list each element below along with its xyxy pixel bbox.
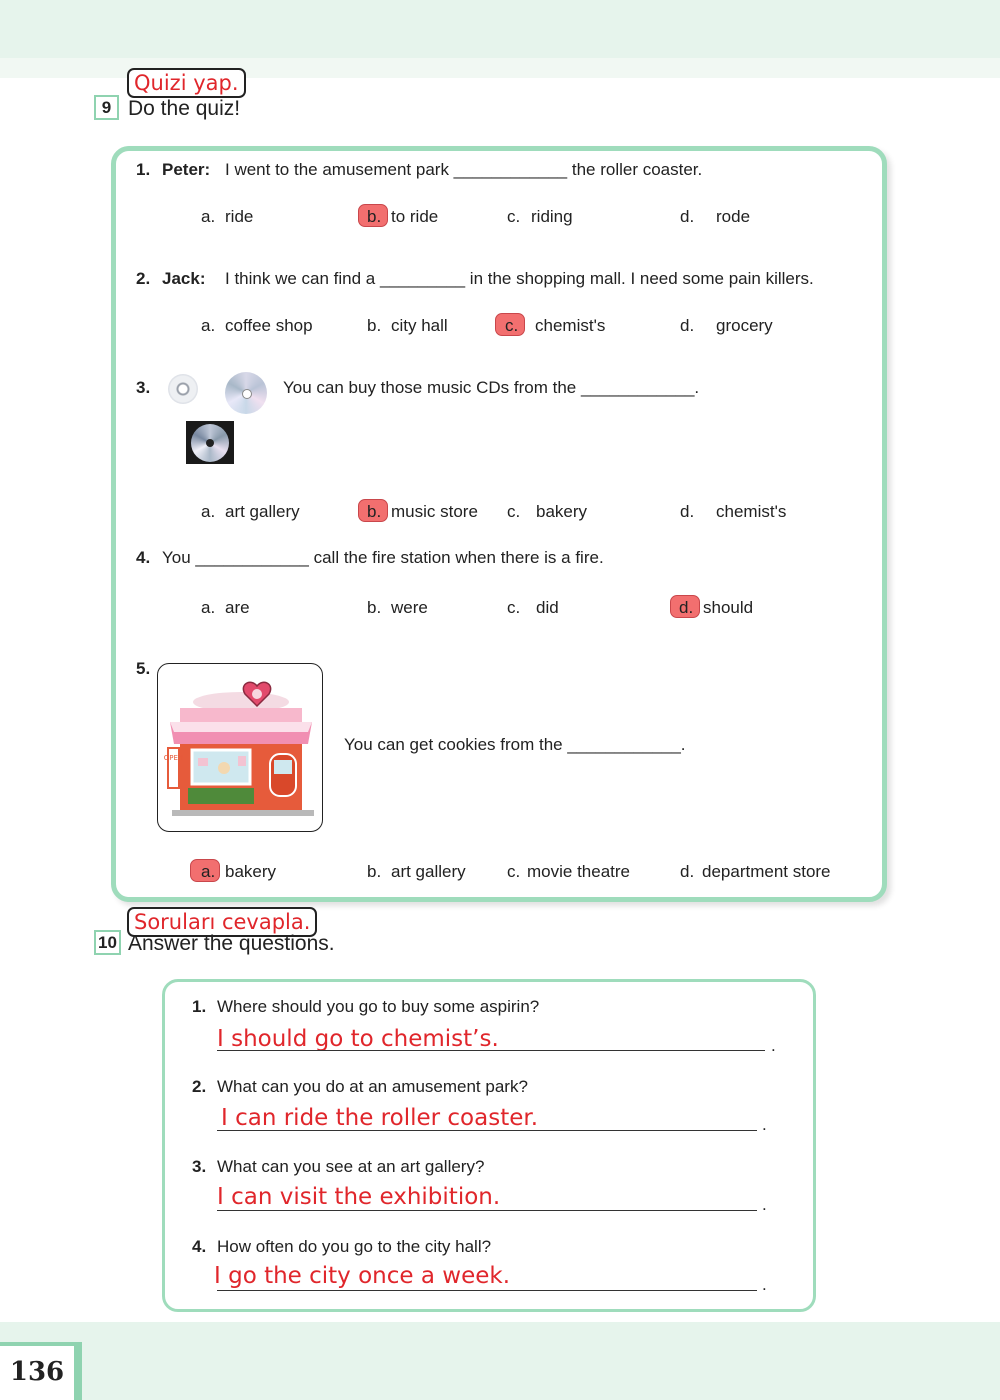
bottom-band xyxy=(0,1322,1000,1400)
a1-number: 1. xyxy=(192,997,207,1016)
q3-option-d[interactable]: d. chemist's xyxy=(680,502,787,521)
q3-text: You can buy those music CDs from the ____________. xyxy=(283,378,700,397)
q1-text: I went to the amusement park ____________ the roller coaster. xyxy=(225,160,703,179)
a4-number: 4. xyxy=(192,1237,207,1256)
q2-number: 2. xyxy=(136,269,151,288)
q4-option-d[interactable]: d. should xyxy=(679,598,754,617)
q4-option-a[interactable]: a. are xyxy=(201,598,250,617)
q1-speaker: Peter: xyxy=(162,160,211,179)
cd-disc-icon xyxy=(191,424,229,462)
q2-option-c[interactable]: c. chemist's xyxy=(505,316,606,335)
q4-number: 4. xyxy=(136,548,151,567)
top-band xyxy=(0,0,1000,58)
q5-option-a[interactable]: a. bakery xyxy=(201,862,277,881)
exercise9-turkish-tag: Quizi yap. xyxy=(127,68,246,98)
q1-option-a[interactable]: a. ride xyxy=(201,207,254,226)
q1-option-c[interactable]: c. riding xyxy=(507,207,573,226)
a4-period: . xyxy=(762,1275,767,1294)
a3-question: What can you see at an art gallery? xyxy=(217,1157,485,1176)
cd-disc-icon xyxy=(168,374,198,404)
q1-option-b[interactable]: b. to ride xyxy=(367,207,439,226)
a3-period: . xyxy=(762,1195,767,1214)
open-sign: OPEN xyxy=(163,754,184,762)
q2-text: I think we can find a _________ in the shopping mall. I need some pain killers. xyxy=(225,269,814,288)
q5-option-d[interactable]: d. department store xyxy=(680,862,831,881)
q4-option-c[interactable]: c. did xyxy=(507,598,559,617)
a2-number: 2. xyxy=(192,1077,207,1096)
q5-option-c[interactable]: c. movie theatre xyxy=(507,862,630,881)
exercise10-number: 10 xyxy=(94,930,121,955)
a4-question: How often do you go to the city hall? xyxy=(217,1237,492,1256)
a3-answer-line xyxy=(217,1210,757,1211)
q1-number: 1. xyxy=(136,160,151,179)
q3-number: 3. xyxy=(136,378,151,397)
exercise10-turkish-tag: Soruları cevapla. xyxy=(127,907,317,937)
q2-option-a[interactable]: a. coffee shop xyxy=(201,316,313,335)
q1-option-d[interactable]: d. rode xyxy=(680,207,751,226)
a3-answer[interactable]: I can visit the exhibition. xyxy=(217,1184,501,1210)
q5-option-b[interactable]: b. art gallery xyxy=(367,862,466,881)
a1-answer-line xyxy=(217,1050,765,1051)
q2-speaker: Jack: xyxy=(162,269,206,288)
a4-answer-line xyxy=(217,1290,757,1291)
a2-period: . xyxy=(762,1115,767,1134)
a3-number: 3. xyxy=(192,1157,207,1176)
a2-question: What can you do at an amusement park? xyxy=(217,1077,528,1096)
a2-answer[interactable]: I can ride the roller coaster. xyxy=(221,1105,539,1131)
q5-text: You can get cookies from the ____________. xyxy=(344,735,686,754)
q5-number: 5. xyxy=(136,659,151,678)
q4-option-b[interactable]: b. were xyxy=(367,598,428,617)
a2-answer-line xyxy=(217,1130,757,1131)
exercise9-title: Do the quiz! xyxy=(128,97,241,120)
cd-disc-icon xyxy=(225,372,267,414)
q3-option-a[interactable]: a. art gallery xyxy=(201,502,300,521)
q3-option-c[interactable]: c. bakery xyxy=(507,502,588,521)
a4-answer[interactable]: I go the city once a week. xyxy=(214,1263,511,1289)
a1-answer[interactable]: I should go to chemist’s. xyxy=(217,1026,499,1052)
q3-option-b[interactable]: b. music store xyxy=(367,502,478,521)
q2-option-d[interactable]: d. grocery xyxy=(680,316,773,335)
q4-text: You ____________ call the fire station when there is a fire. xyxy=(162,548,604,567)
exercise9-number: 9 xyxy=(94,95,119,120)
page-number: 136 xyxy=(0,1342,82,1400)
bakery-shop-illustration xyxy=(157,663,323,832)
q2-option-b[interactable]: b. city hall xyxy=(367,316,448,335)
exercise10-title: Answer the questions. xyxy=(128,932,335,955)
a1-period: . xyxy=(771,1036,776,1055)
a1-question: Where should you go to buy some aspirin? xyxy=(217,997,540,1016)
